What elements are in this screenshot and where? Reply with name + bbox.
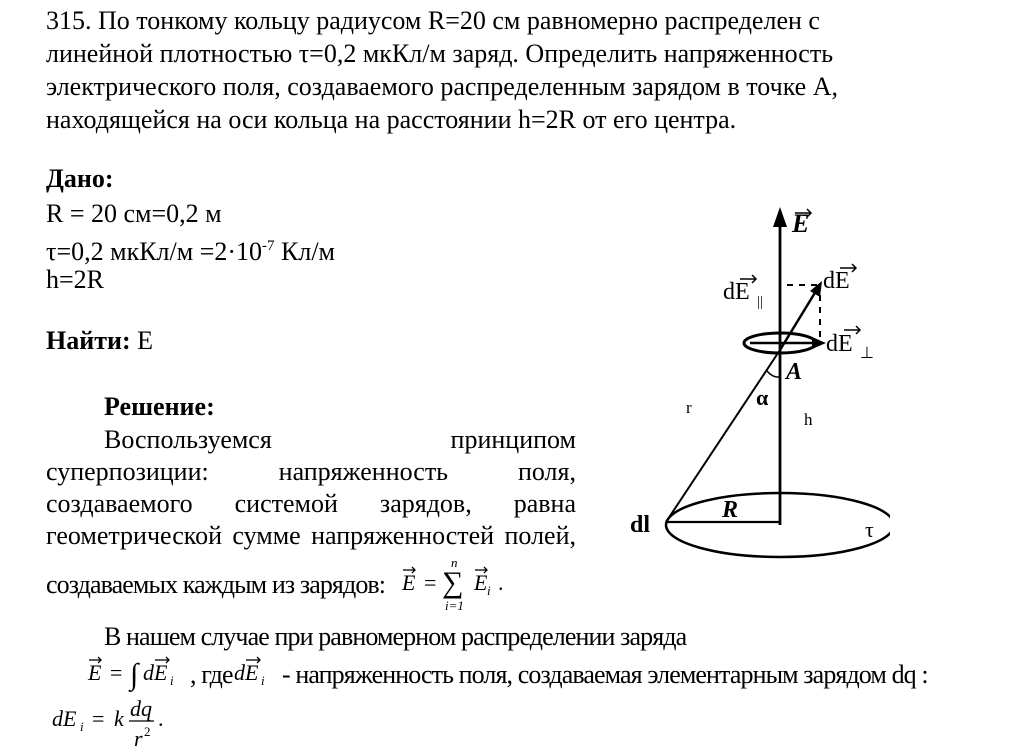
where-text: , где [190,660,233,689]
given-density-value: τ=0,2 мкКл/м =2·10 [46,237,263,266]
ring-field-diagram [620,195,890,565]
h-label: h [804,410,813,429]
formula-Ei: E [474,570,488,595]
dE-perp-label: dE [826,331,853,357]
charged-ring [666,493,890,557]
coulomb-dE-sub: i [80,719,84,734]
formula-sum-bottom: i=1 [445,598,464,613]
formula-sum-top: n [451,555,458,570]
integral-sign: ∫ [130,658,139,691]
solution-case: В нашем случае при равномерном распределении заряда [104,622,687,651]
point-A-label: A [786,359,803,385]
dE-par-label: dE [723,279,750,305]
dl-label: dl [630,512,651,538]
coulomb-dot: . [158,706,164,731]
problem-statement [46,4,1006,136]
formula-sum: ∑ [442,566,464,599]
where-dE-sub: i [261,673,265,688]
given-height: h=2R [46,265,105,294]
find-section [46,326,153,356]
superposition-formula [398,554,508,616]
solution-line-3: создаваемого системой зарядов, равна [46,489,576,518]
where-dE: dE [234,660,259,685]
coulomb-eq: = [92,706,105,731]
E-arrowhead [773,207,787,227]
dE-line [780,291,816,350]
coulomb-dE: dE [52,706,77,731]
coulomb-formula [50,696,180,752]
dE-perp-sub: ⊥ [860,345,874,362]
coulomb-dq: dq [130,696,152,721]
tau-label: τ [865,517,874,542]
r-label: r [686,398,692,417]
where-dEi [232,652,282,696]
find-label: Найти: [46,326,131,355]
dE-label: dE [823,268,850,294]
formula-Ei-sub: i [487,583,491,598]
solution-line-1: Воспользуемся принципом [104,425,576,454]
find-value: Е [130,326,154,355]
solution-line-4: геометрической сумме напряженностей полей, [46,521,576,550]
E-label: E [792,209,810,238]
solution-line-5: создаваемых каждым из зарядов: [46,570,386,599]
problem-line-2: линейной плотностью τ=0,2 мкКл/м заряд. Определить напряженность [46,39,834,68]
integral-E: E [88,660,102,685]
where-description: - напряженность поля, создаваемая элементарным зарядом dq : [282,660,928,689]
given-density-exponent: -7 [262,238,275,254]
dE-arrowhead [810,281,822,297]
coulomb-r-exp: 2 [144,724,151,739]
given-radius: R = 20 см=0,2 м [46,199,222,228]
given-density-unit: Кл/м [274,237,336,266]
integral-formula [80,652,190,696]
integral-dE-sub: i [170,673,174,688]
dE-par-sub: || [757,294,764,310]
problem-line-1: 315. По тонкому кольцу радиусом R=20 см равномерно распределен с [46,6,820,35]
solution-title: Решение: [104,392,215,421]
problem-line-3: электрического поля, создаваемого распределенным зарядом в точке А, [46,72,838,101]
integral-eq: = [110,660,123,685]
solution-line-2: суперпозиции: напряженность поля, [46,457,576,486]
formula-dot: . [498,570,504,595]
coulomb-r: r [134,726,143,751]
problem-line-4: находящейся на оси кольца на расстоянии h=2R от его центра. [46,105,737,134]
dE-perp-arrowhead [812,337,826,349]
formula-E: E [402,570,416,595]
alpha-arc [767,371,780,377]
coulomb-k: k [114,706,124,731]
formula-eq: = [424,570,437,595]
R-label: R [722,497,739,523]
integral-dE: dE [143,660,168,685]
given-title: Дано: [46,164,114,193]
alpha-label: α [756,385,769,410]
